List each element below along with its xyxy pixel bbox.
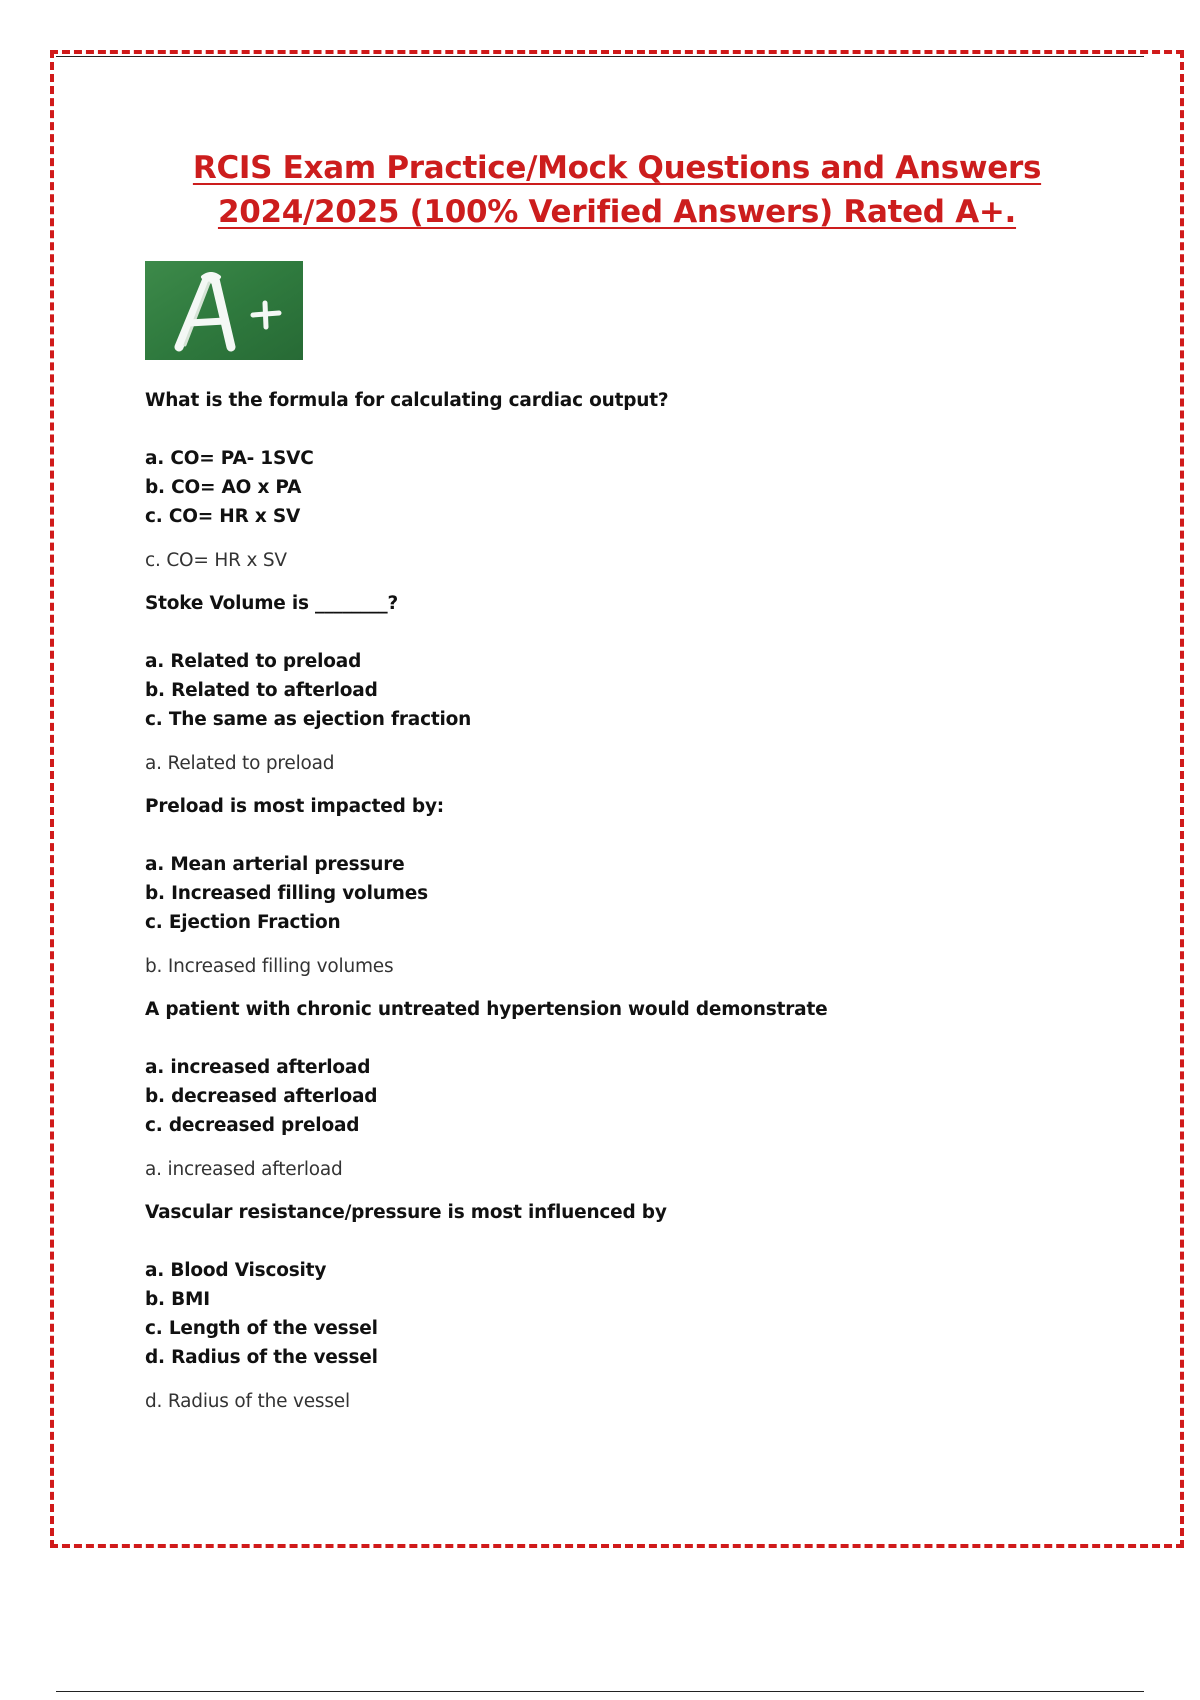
option-item: b. Increased filling volumes (145, 883, 428, 904)
question-block (145, 997, 1125, 1184)
answer-text: b. Increased filling volumes (145, 956, 394, 977)
title-line-2: 2024/2025 (100% Verified Answers) Rated A+. (217, 194, 1017, 230)
option-list (145, 444, 1125, 531)
option-item: a. Related to preload (145, 651, 362, 672)
option-item: a. increased afterload (145, 1057, 371, 1078)
question-text: Vascular resistance/pressure is most influenced by (145, 1202, 667, 1223)
question-block (145, 591, 1125, 778)
answer-text: d. Radius of the vessel (145, 1391, 350, 1412)
option-item: c. Ejection Fraction (145, 912, 341, 933)
footer-rule (56, 1691, 1144, 1692)
a-plus-chalkboard-icon (145, 261, 303, 360)
badge-text: A+ (303, 360, 305, 361)
option-item: b. Related to afterload (145, 680, 378, 701)
question-text: Preload is most impacted by: (145, 796, 445, 817)
option-item: c. Length of the vessel (145, 1318, 378, 1339)
answer-text: c. CO= HR x SV (145, 550, 287, 571)
question-block (145, 388, 1125, 575)
question-block (145, 1200, 1125, 1416)
answer-text: a. Related to preload (145, 753, 335, 774)
document-title (100, 146, 1134, 234)
option-item: a. CO= PA- 1SVC (145, 448, 314, 469)
option-item: b. decreased afterload (145, 1086, 378, 1107)
question-text: Stoke Volume is ________? (145, 593, 398, 614)
question-list (145, 388, 1125, 1432)
title-line-1: RCIS Exam Practice/Mock Questions and Answers (192, 150, 1042, 186)
option-item: b. CO= AO x PA (145, 477, 302, 498)
option-item: d. Radius of the vessel (145, 1347, 378, 1368)
answer-text: a. increased afterload (145, 1159, 343, 1180)
option-item: c. CO= HR x SV (145, 506, 301, 527)
option-item: c. decreased preload (145, 1115, 360, 1136)
option-item: c. The same as ejection fraction (145, 709, 472, 730)
option-list (145, 1256, 1125, 1372)
option-item: b. BMI (145, 1289, 210, 1310)
question-text: A patient with chronic untreated hypertension would demonstrate (145, 999, 828, 1020)
option-list (145, 850, 1125, 937)
question-block (145, 794, 1125, 981)
question-text: What is the formula for calculating cardiac output? (145, 390, 669, 411)
option-list (145, 647, 1125, 734)
option-list (145, 1053, 1125, 1140)
option-item: a. Blood Viscosity (145, 1260, 327, 1281)
option-item: a. Mean arterial pressure (145, 854, 405, 875)
